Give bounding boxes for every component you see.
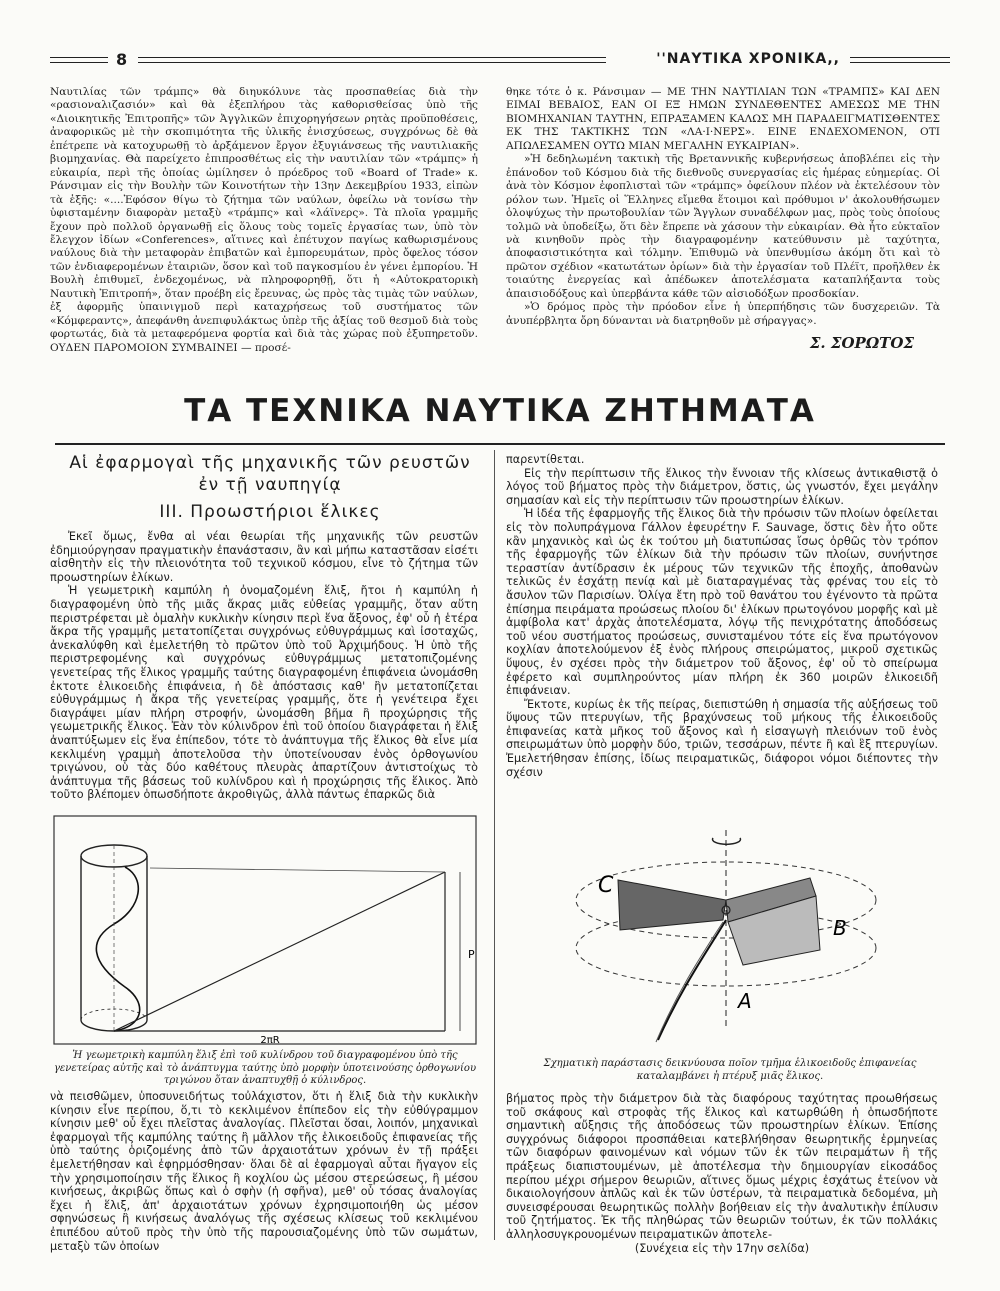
helix-curve xyxy=(96,867,139,1031)
author-signature: Σ. ΣΟΡΩΤΟΣ xyxy=(809,334,914,353)
label-a: A xyxy=(738,989,752,1013)
article-right-p3: Ἡ ἰδέα τῆς ἐφαρμογῆς τῆς ἕλικος διὰ τὴν πρόωσιν τῶν πλοίων ὀφείλεται εἰς τὸν πολυπράγμονα Γάλλον ἐφευρέτην F. Sauvage, ὅστις δὲν ἦτο οὔτε κἂν μηχανικὸς καὶ ὡς ἐκ τούτου μὴ διατυπώσας ἴσως ὀρθῶς τὸν τρόπον τῆς ἐφαρμογῆς τῶν ἑλίκων διὰ τὴν πρόωσιν τῶν πλοίων, συνήντησε τεραστίαν ἀντίδρασιν ἐκ μέρους τῶν τεχνικῶν τῆς ἐποχῆς, ἀποθανὼν τελικῶς ἐν ἐσχάτῃ πενίᾳ καὶ μὲ διαταραγμένας τὰς φρένας του εἰς τὸ ἄσυλον τῶν Παρισίων. Ὀλίγα ἔτη πρὸ τοῦ θανάτου του ἐγένοντο τὰ πρῶτα ἐπίσημα πειράματα προώσεως πλοίου δι' ἑλίκων πρωτογόνου μορφῆς καὶ μὲ ἀμφίβολα κατ' ἀρχὰς ἀποτελέσματα, λόγῳ τῆς πενιχρότατης ἀποδόσεως τοῦ νέου συστήματος προώσεως, συνισταμένου τότε εἰς ἕνα πρωτόγονον κοχλίαν ἀποτελούμενον ἐξ ἑνὸς πλήρους σπειρώματος, μικροῦ σχετικῶς ὕψους, ἐν σχέσει πρὸς τὴν διάμετρον τοῦ ἄξονος, ἐφ' οὗ τὸ σπείρωμα ἐφέρετο καὶ συμπληρούντος μίαν πλήρη ἐκ 360 μοιρῶν ἑλικοειδῆ ἐπιφάνειαν. xyxy=(506,507,938,698)
page-number: 8 xyxy=(116,50,128,69)
article-right-p5: βήματος πρὸς τὴν διάμετρον διὰ τὰς διαφόρους ταχύτητας προωθήσεως τοῦ σκάφους καὶ στροφὰς τῆς ἕλικος καὶ κατωρθώθη ἡ ὁπωσδήποτε σημαντικὴ αὔξησις τῆς ἀποδόσεως τῶν προωστηρίων ἑλίκων. Ἐπίσης συγχρόνως διάφοροι προσπάθειαι κατεβλήθησαν θεωρητικῆς ἑρμηνείας τῶν διαφόρων φαινομένων καὶ νόμων τῶν ἐκ τῶν πειραμάτων ἢ τῆς πράξεως διαπιστουμένων, μὲ ἀποτέλεσμα τὴν δημιουργίαν εἰκοσάδος περίπου μέχρι σήμερον θεωριῶν, αἵτινες ὅμως μέχρις ἐσχάτως ἐτείνον νὰ δικαιολογήσουν ἁπλῶς καὶ ἐκ τῶν ὑστέρων, τὰ πειραματικὰ δεδομένα, μὴ συνεισφέρουσαι θεωρητικῶς πολλὴν βοήθειαν εἰς τὴν ἀναλυτικὴν ἐπίλυσιν τοῦ ζητήματος. Ἐκ τῆς πληθώρας τῶν θεωριῶν τούτων, ἐκ τῶν πολλάκις ἀλληλοσυγκρουομένων πειραματικῶν ἀποτελε- xyxy=(506,1092,938,1241)
article-right-p4: Ἔκτοτε, κυρίως ἐκ τῆς πείρας, διεπιστώθη ἡ σημασία τῆς αὐξήσεως τοῦ ὕψους τῶν πτερυγίων, τῆς βραχύνσεως τοῦ μήκους τῆς ἑλικοειδοῦς ἐπιφανείας κατὰ μῆκος τοῦ ἄξονος καὶ ἡ εἰσαγωγὴ πλειόνων τοῦ ἑνὸς σπειρωμάτων ὑπὸ μορφὴν δύο, τριῶν, τεσσάρων, πέντε ἢ καὶ ἓξ πτερυγίων. Ἐμελετήθησαν ἐπίσης, ἰδίως πειραματικῶς, διάφοροι νόμοι διέποντες τὴν σχέσιν xyxy=(506,697,938,779)
helix-cylinder-figure xyxy=(50,812,480,1048)
column-divider xyxy=(494,450,495,1240)
section-title: III. Προωστήριοι ἕλικες xyxy=(159,502,381,522)
top-left-paragraph: Ναυτιλίας τῶν τράμπς» θὰ διηυκόλυνε τὰς προσπαθείας διὰ τὴν «ρασιοναλιζασιόν» καὶ θὰ ἐξεπλήρου τὰς καθορισθείσας ὑπὸ τῆς «Διοικητικῆς Ἐπιτροπῆς» τῶν Ἀγγλικῶν ἐπιχορηγήσεων ρητὰς προϋποθέσεις, ἀναφορικῶς μὲ τὴν σκοπιμότητα τῆς ὑλικῆς ἐνισχύσεως, συγχρόνως δὲ θὰ ἐπέτρεπε νὰ κατοχυρωθῇ τὸ ἀρξάμενον ἔργον ἐξυγιάνσεως τῆς ναυτιλιακῆς βιομηχανίας. Θὰ παρείχετο ἐπιπροσθέτως εἰς τὴν ναυτιλίαν τῶν «τράμπς» ἡ εὐκαιρία, περὶ τῆς ὁποίας ὡμίλησεν ὁ πρόεδρος τοῦ «Board of Trade» κ. Ράνσιμαν εἰς τὴν Βουλὴν τῶν Κοινοτήτων τὴν 13ην Δεκεμβρίου 1933, εἰπὼν τὰ ἑξῆς: «....Ἐφόσον θίγω τὸ ζήτημα τῶν ναύλων, ὀφείλω νὰ τονίσω τὴν ὑφισταμένην διαφορὰν μεταξὺ «τράμπς» καὶ «λάϊνερς». Τὰ πλοῖα γραμμῆς ἔχουν πρὸ πολλοῦ ὀργανωθῇ εἰς ὅλους τοὺς τομεῖς ἐργασίας των, ὑπὸ τὸν ἔλεγχον ἰδίων «Conferences», αἵτινες καὶ ἐπέτυχον παγίως καθωρισμένους ναύλους διὰ τὴν μεταφορὰν ἐπιβατῶν καὶ ἐμπορευμάτων, πρὸς ὄφελος τόσον τῶν ἐνδιαφερομένων ἑταιριῶν, ὅσον καὶ τοῦ παγκοσμίου ἐν γένει ἐμπορίου. Ἡ Βουλὴ ἐπιθυμεῖ, ἐνδεχομένως, νὰ πληροφορηθῇ, ὅτι ἡ «Αὐτοκρατορικὴ Ναυτικὴ Ἐπιτροπή», ὅταν προέβη εἰς ἔρευνας, ὡς πρὸς τὰς τιμὰς τῶν ναύλων, ἐξ ἀφορμῆς ὑπαινιγμοῦ περὶ καταχρήσεως τοῦ συστήματος τῶν «Κόμφεραντς», ἀπεφάνθη ἀνεπιφυλάκτως ὑπὲρ τῆς ἀξίας τοῦ θεσμοῦ διὰ τοὺς φορτωτάς, διὰ τὰ μεταφερόμενα φορτία καὶ διὰ τὰς χώρας ποὺ ἐξυπηρετοῦν. ΟΥΔΕΝ ΠΑΡΟΜΟΙΟΝ ΣΥΜΒΑΙΝΕΙ — προσέ- xyxy=(50,86,478,354)
top-right-paragraph-2: »Ἡ δεδηλωμένη τακτικὴ τῆς Βρεταννικῆς κυβερνήσεως ἀποβλέπει εἰς τὴν ἐπάνοδον τοῦ Κόσμου διὰ τῆς διεθνοῦς συνεργασίας εἰς ἡμέρας εὐημερίας. Οἱ ἀνὰ τὸν Κόσμον ἐφοπλισταὶ τῶν «τράμπς» ὀφείλουν πλέον νὰ ἐκτελέσουν τὸν ρόλον των. Ἡμεῖς οἱ Ἕλληνες εἴμεθα ἕτοιμοι καὶ πρόθυμοι ν' ἀκολουθήσωμεν ὁλοψύχως τὴν πρωτοβουλίαν τῶν Ἄγγλων συναδέλφων μας, πρὸς τοὺς ὁποίους τολμῶ νὰ ὑποδείξω, ὅτι δὲν ἔπρεπε νὰ χάσουν τὴν εὐκαιρίαν. Θὰ ἦτο εὐκταῖον νὰ κινηθοῦν πρὸς τὴν διαγραφομένην κατεύθυνσιν μὲ ταχύτητα, ἀποφασιστικότητα καὶ τόλμην. Ἐπιθυμῶ νὰ ὑπενθυμίσω ἀκόμη ὅτι καὶ τὸ πρῶτον σχέδιον «κατωτάτων ὁρίων» διὰ τὴν ἐργασίαν τοῦ Πλέϊτ, προῆλθεν ἐκ τοιαύτης ἐνεργείας καὶ ἀπέδωκεν ἀποτελέσματα καταπλήξαντα τοὺς ἀπαισιοδόξους καὶ ὑπερβάντα κάθε τῶν αἰσιοδόξων προσδοκίαν. xyxy=(506,153,940,300)
article-right-upper xyxy=(506,453,938,779)
top-right-paragraph-3: »Ὁ δρόμος πρὸς τὴν πρόοδον εἶνε ἡ ὑπερπήδησις τῶν δυσχερειῶν. Τὰ ἀνυπέρβλητα ὄρη δύνανται νὰ διατρηθοῦν μὲ σήραγγας». xyxy=(506,301,940,327)
continuation-note: (Συνέχεια εἰς τὴν 17ην σελίδα) xyxy=(634,1241,810,1255)
article-subtitle xyxy=(60,452,480,496)
page-header xyxy=(50,50,950,68)
label-b: B xyxy=(833,916,847,940)
blade-surface-left xyxy=(618,880,726,930)
article-left-p3: νὰ πεισθῶμεν, ὑποσυνειδήτως τοὐλάχιστον, ὅτι ἡ ἕλιξ διὰ τὴν κυκλικὴν κίνησιν εἶνε περίπου, ὅ,τι τὸ κεκλιμένον ἐπίπεδον εἰς τὴν εὐθύγραμμον κίνησιν μεθ' οὗ ἔχει πλεῖστας ἀναλογίας. Πλεῖσται ὅσαι, λοιπόν, μηχανικαὶ ἐφαρμογαὶ τῆς καμπύλης ταύτης ἢ μᾶλλον τῆς ἑλικοειδοῦς ἐπιφανείας τῆς ὑπὸ ταύτης ὁριζομένης ἀπὸ τῶν ἀρχαιοτάτων χρόνων ἐν τῇ πράξει ἐμελετήθησαν καὶ ἐφηρμόσθησαν· ὅλαι δὲ αἱ ἐφαρμογαὶ αὗται ἤγαγον εἰς τὴν χρησιμοποίησιν τῆς ἕλικος ἢ κοχλίου ὡς μέσου στερεώσεως, ἢ μέσου κινήσεως, ἀκριβῶς ὅπως καὶ ὁ σφὴν (ἡ σφῆνα), μεθ' οὗ τόσας ἀναλογίας ἔχει ἡ ἕλιξ, ἀπ' ἀρχαιοτάτων χρόνων ἐχρησιμοποιήθη ὡς μέσον σφηνώσεως ἢ κινήσεως ἀναλόγως τῆς σχέσεως κλίσεως τοῦ κεκλιμένου ἐπιπέδου αὐτοῦ πρὸς τὴν ὑπὸ τῆς παρουσιαζομένης ὑπὸ τῶν σωμάτων, μεταξὺ τῶν ὁποίων xyxy=(50,1090,478,1253)
article-left-p1: Ἐκεῖ ὅμως, ἔνθα αἱ νέαι θεωρίαι τῆς μηχανικῆς τῶν ρευστῶν ἐδημιούργησαν πραγματικὴν ἐπανάστασιν, ἂν καὶ μήπω καταστᾶσαν εἰσέτι αἰσθητὴν εἰς τὴν πλειονότητα τοῦ τεχνικοῦ κόσμου, εἶνε τὸ ζήτημα τῶν προωστηρίων ἑλίκων. xyxy=(50,530,478,584)
figure-frame xyxy=(54,816,476,1044)
article-right-lower xyxy=(506,1092,938,1255)
article-left-upper xyxy=(50,530,478,802)
header-rule-right xyxy=(850,57,950,63)
top-left-column xyxy=(50,86,478,355)
pitch-label: P xyxy=(468,948,475,961)
top-right-column xyxy=(506,86,940,352)
article-left-lower xyxy=(50,1090,478,1253)
title-rule xyxy=(55,443,945,445)
header-rule-left xyxy=(50,57,108,63)
figure-2-caption: Σχηματικὴ παράστασις δεικνύουσα ποῖον τμῆμα ἑλικοειδοῦς ἐπιφανείας καταλαμβάνει ἡ πτέρυξ μιᾶς ἕλικος. xyxy=(543,1058,917,1082)
projection-line xyxy=(150,868,445,872)
figure-1-caption: Ἡ γεωμετρικὴ καμπύλη ἕλιξ ἐπὶ τοῦ κυλίνδρου τοῦ διαγραφομένου ὑπὸ τῆς γενετείρας αὐτῆς καὶ τὸ ἀνάπτυγμα ταύτης ὑπὸ μορφὴν ὑποτεινούσης ὀρθογωνίου τριγώνου ὅταν ἀναπτυχθῇ ὁ κύλινδρος. xyxy=(53,1050,477,1086)
article-right-p2: Εἰς τὴν περίπτωσιν τῆς ἕλικος τὴν ἔννοιαν τῆς κλίσεως ἀντικαθιστᾷ ὁ λόγος τοῦ βήματος πρὸς τὴν διάμετρον, ὅστις, ὡς γνωστόν, ἔχει μεγάλην σημασίαν καὶ εἰς τὴν περίπτωσιν τῶν προωστηρίων ἑλίκων. xyxy=(506,466,938,507)
article-left-p2: Ἡ γεωμετρικὴ καμπύλη ἡ ὀνομαζομένη ἕλιξ, ἤτοι ἡ καμπύλη ἡ διαγραφομένη ὑπὸ τῆς μιᾶς ἄκρας μιᾶς εὐθείας γραμμῆς, ὅταν αὕτη περιστρέφεται μὲ ὁμαλὴν κυκλικὴν κίνησιν περὶ ἕνα ἄξονος, ἐφ' οὗ ἡ ἑτέρα ἄκρα τῆς γραμμῆς μετατοπίζεται συγχρόνως εὐθυγράμμως καὶ ἰσοταχῶς, ἀνεκαλύφθη καὶ ἐμελετήθη τὸ πρῶτον ὑπὸ τοῦ Ἀρχιμήδους. Ἡ ὑπὸ τῆς περιστρεφομένης καὶ συγχρόνως εὐθυγράμμως μετατοπιζομένης γενετείρας τῆς ἕλικος γραμμῆς ταύτης διαγραφομένη ἐπιφάνεια ὠνομάσθη ἐκτοτε ἑλικοειδὴς ἐπιφάνεια, ἡ δὲ ἀπόστασις καθ' ἣν μετατοπίζεται εὐθυγράμμως ἡ ἄκρα τῆς γενετείρας γραμμῆς, ὅτε ἡ γενέτειρα ἔχει διαγράψει μίαν πλήρη στροφήν, ὠνομάσθη βῆμα ἢ προχώρησις τῆς γεωμετρικῆς ἕλικος. Ἐὰν τὸν κύλινδρον ἐπὶ τοῦ ὁποίου διαγράφεται ἡ ἕλιξ ἀναπτύξωμεν εἰς ἕνα ἐπίπεδον, τότε τὸ ἀνάπτυγμα τῆς ἕλικος θὰ εἶνε μία κεκλιμένη γραμμὴ ἀποτελοῦσα τὴν ὑποτείνουσαν ἑνὸς ὀρθογωνίου τριγώνου, οὗ τὰς δύο καθέτους πλευρὰς ἀπαρτίζουν ἀντιστοίχως τὸ ἀνάπτυγμα τῆς βάσεως τοῦ κυλίνδρου καὶ ἡ προχώρησις τῆς ἕλικος. Ἀπὸ τοῦτο βλέπομεν ὁπωσδήποτε ἀκροθιγῶς, ἀλλὰ πάντως ἐπαρκῶς διὰ xyxy=(50,584,478,802)
subtitle-line-1: Αἱ ἐφαρμογαὶ τῆς μηχανικῆς τῶν ρευστῶν xyxy=(69,453,471,473)
main-title: ΤΑ ΤΕΧΝΙΚΑ ΝΑΥΤΙΚΑ ΖΗΤΗΜΑΤΑ xyxy=(184,393,816,429)
journal-title: ''ΝΑΥΤΙΚΑ ΧΡΟΝΙΚΑ,, xyxy=(656,51,840,67)
base-label: 2πR xyxy=(260,1035,280,1046)
triangle-hypotenuse xyxy=(114,872,445,1031)
header-rule-middle xyxy=(138,57,606,63)
label-c: C xyxy=(598,873,614,898)
subtitle-line-2: ἐν τῇ ναυπηγίᾳ xyxy=(198,475,342,495)
propeller-blade-figure xyxy=(548,830,908,1055)
top-right-paragraph-1: θηκε τότε ὁ κ. Ράνσιμαν — ΜΕ ΤΗΝ ΝΑΥΤΙΛΙΑΝ ΤΩΝ «ΤΡΑΜΠΣ» ΚΑΙ ΔΕΝ ΕΙΜΑΙ ΒΕΒΑΙΟΣ, ΕΑΝ ΟΙ ΕΞ ΗΜΩΝ ΣΥΝΔΕΘΕΝΤΕΣ ΑΜΕΣΩΣ ΜΕ ΤΗΝ ΒΙΟΜΗΧΑΝΙΑΝ ΤΑΥΤΗΝ, ΕΠΡΑΞΑΜΕΝ ΚΑΛΩΣ ΜΗ ΠΑΡΑΔΕΙΓΜΑΤΙΣΘΕΝΤΕΣ ΕΚ ΤΗΣ ΤΑΚΤΙΚΗΣ ΤΩΝ «ΛΑ·Ι·ΝΕΡΣ». ΕΙΝΕ ΕΝΔΕΧΟΜΕΝΟΝ, ΟΤΙ ΑΠΩΛΕΣΑΜΕΝ ΟΥΤΩ ΜΙΑΝ ΜΕΓΑΛΗΝ ΕΥΚΑΙΡΙΑΝ». xyxy=(506,86,940,152)
article-right-p1: παρεντίθεται. xyxy=(506,453,585,466)
blade-edge-a xyxy=(658,920,726,1040)
